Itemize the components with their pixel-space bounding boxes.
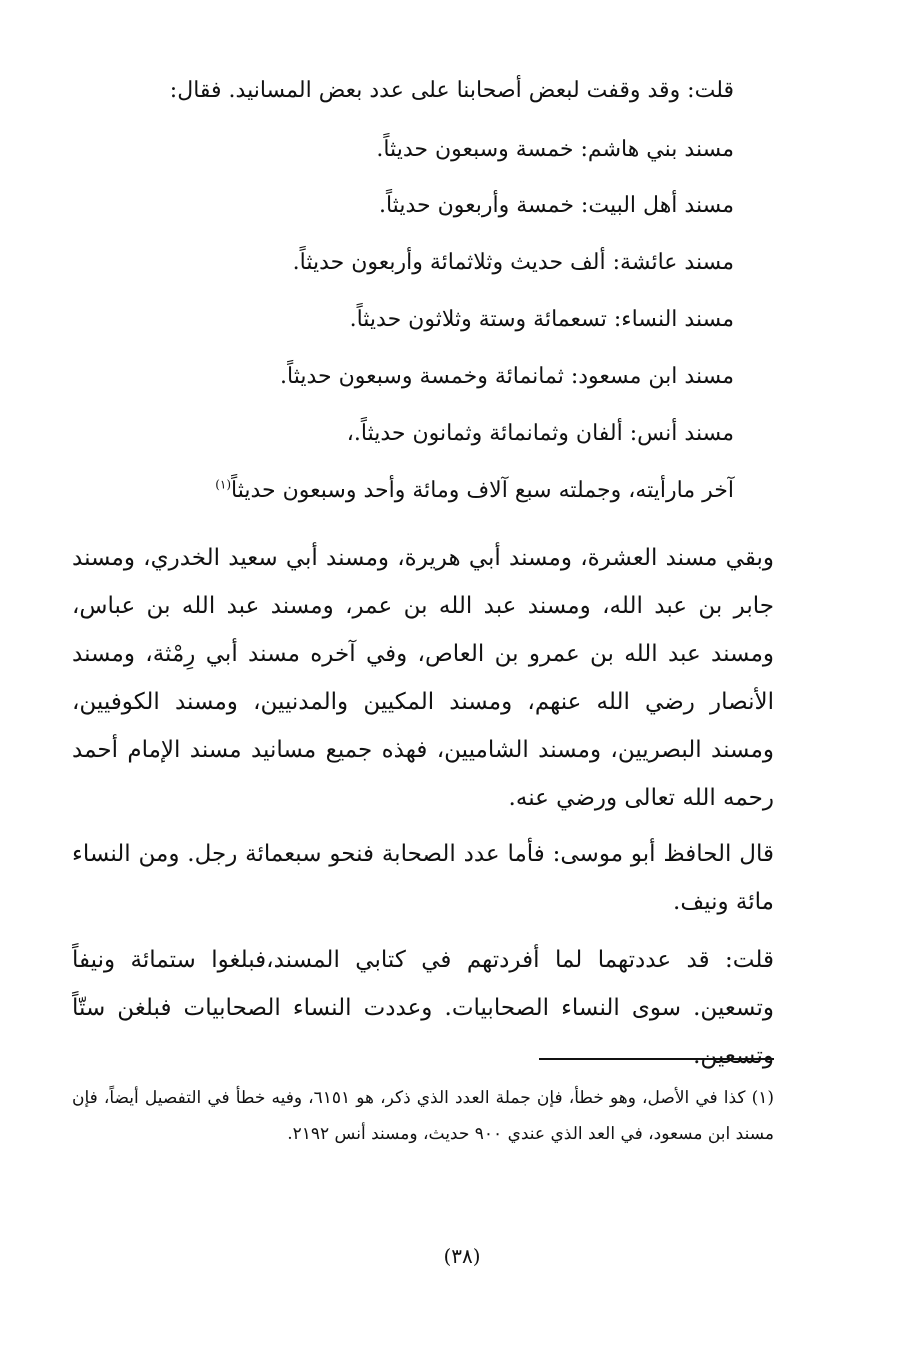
- page-number: (٣٨): [443, 1244, 481, 1268]
- text-line-total: [215, 478, 734, 504]
- text-line-women: مسند النساء: تسعمائة وستة وثلاثون حديثاً.: [349, 307, 734, 332]
- footnote-reference: (١): [215, 477, 232, 492]
- footnote-text: (١) كذا في الأصل، وهو خطأ، فإن جملة العدد الذي ذكر، هو ٦١٥١، وفيه خطأ في التفصيل أيضاً، فإن مسند ابن مسعود، في العد الذي عندي ٩٠٠ حديث، ومسند أنس ٢١٩٢.: [72, 1088, 775, 1144]
- text-line-bani-hashim: مسند بني هاشم: خمسة وسبعون حديثاً.: [376, 137, 734, 162]
- text-line-ahl-al-bayt: مسند أهل البيت: خمسة وأربعون حديثاً.: [378, 193, 734, 218]
- text-line-ibn-masud: مسند ابن مسعود: ثمانمائة وخمسة وسبعون حديثاً.: [280, 364, 734, 389]
- paragraph-abu-musa: قال الحافظ أبو موسى: فأما عدد الصحابة فنحو سبعمائة رجل. ومن النساء مائة ونيف.: [72, 841, 774, 915]
- paragraph-remaining-musnads: وبقي مسند العشرة، ومسند أبي هريرة، ومسند أبي سعيد الخدري، ومسند جابر بن عبد الله، ومسند عبد الله بن عمر، ومسند عبد الله بن عباس، ومسند عبد الله بن عمرو بن العاص، وفي آخره مسند أبي رِمْثة، ومسند الأنصار رضي الله عنهم، ومسند المكيين والمدنيين، ومسند الكوفيين، ومسند البصريين، ومسند الشاميين، فهذه جميع مسانيد مسند الإمام أحمد رحمه الله تعالى ورضي عنه.: [72, 545, 774, 811]
- text-line-anas: مسند أنس: ألفان وثمانمائة وثمانون حديثاً.،: [346, 421, 734, 446]
- footnote-separator: [539, 1058, 774, 1060]
- paragraph-author-count: قلت: قد عددتهما لما أفردتهم في كتابي المسند،فبلغوا ستمائة ونيفاً وتسعين. سوى النساء الصحابيات. وعددت النساء الصحابيات فبلغن ستّاً وتسعين.: [72, 947, 774, 1069]
- total-line-text: آخر مارأيته، وجملته سبع آلاف ومائة وأحد وسبعون حديثاً: [231, 478, 734, 503]
- text-line-aisha: مسند عائشة: ألف حديث وثلاثمائة وأربعون حديثاً.: [292, 250, 734, 275]
- text-line-intro: قلت: وقد وقفت لبعض أصحابنا على عدد بعض المسانيد. فقال:: [169, 78, 734, 103]
